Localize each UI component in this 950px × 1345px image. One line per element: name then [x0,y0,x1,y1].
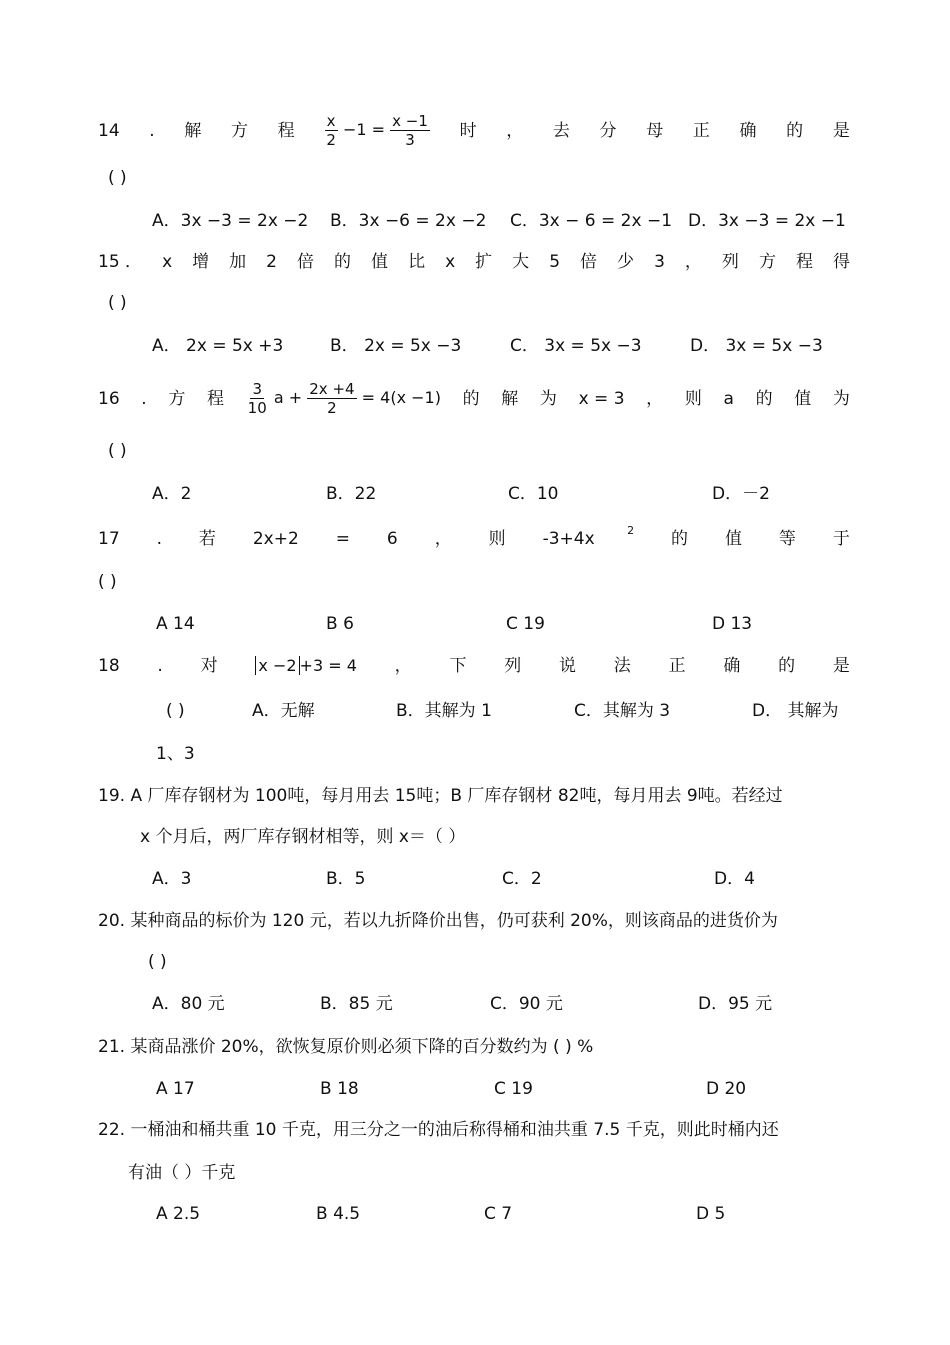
option-b: B 4.5 [316,1204,361,1224]
option-c: C．3x − 6 = 2x −1 [510,211,673,231]
stem-char: 分 [599,120,617,141]
option-c: C 19 [494,1079,533,1099]
stem-char: 去 [552,120,570,141]
option-b: B． 2x = 5x −3 [330,336,462,356]
option-d: D． 3x = 5x −3 [690,336,823,356]
option-c: C 19 [506,614,545,634]
stem-char: 正 [692,120,710,141]
option-d: D 5 [696,1204,726,1224]
option-b: B．5 [326,869,366,889]
stem-char: 的 [786,120,804,141]
question-15-stem: 15 ． x 增 加 2 倍 的 值 比 x 扩 大 5 倍 少 3 ， 列 方 程 得 [98,252,850,272]
option-c: C．90 元 [490,994,563,1014]
fraction: $\frac{x -1}{3}$ [392,112,428,149]
option-a: A．3 [152,869,192,889]
question-19-stem: 19. A 厂库存钢材为 100吨，每月用去 15吨；B 厂库存钢材 82吨，每月用去 9吨。若经过 [98,786,783,806]
stem-char: 母 [646,120,664,141]
option-c: C．其解为 3 [574,701,671,721]
question-dot: . [141,388,147,409]
fraction: $\frac{2x +4}{2}$ [309,380,355,417]
question-21-stem: 21. 某商品涨价 20%，欲恢复原价则必须下降的百分数约为 ( ) % [98,1037,594,1057]
option-c: C．10 [508,484,559,504]
stem-char: 时 [459,120,477,141]
option-a: A．80 元 [152,994,225,1014]
option-b: B．其解为 1 [396,701,492,721]
option-d: D．－2 [712,484,770,504]
answer-paren: ( ) [108,441,127,461]
stem-char: 程 [277,120,295,141]
expression: -3+4x $^2$ [542,524,635,549]
question-17-stem: 17 . 若 2x+2 = 6 ， 则 -3+4x $^2$ 的 值 等 于 [98,524,850,549]
stem-char: 是 [832,120,850,141]
option-c: C． 3x = 5x −3 [510,336,642,356]
answer-paren: ( ) [98,572,117,592]
option-d: D 13 [712,614,753,634]
question-20-stem: 20. 某种商品的标价为 120 元，若以九折降价出售，仍可获利 20%，则该商品的进货价为 [98,911,778,931]
fraction: $\frac{x}{2}$ [326,112,336,149]
option-b: B 18 [320,1079,359,1099]
equation: $\frac{3}{10}$ a + $\frac{2x +4}{2}$ = 4(x −1) [247,380,441,417]
option-c: C．2 [502,869,542,889]
question-dot: . [149,120,155,141]
option-a: A． 2x = 5x +3 [152,336,284,356]
question-number: 16 [98,388,120,409]
answer-paren: ( ) [108,293,127,313]
option-d: D． 其解为 [752,701,839,721]
option-d: D．3x −3 = 2x −1 [688,211,846,231]
question-22-stem: 22. 一桶油和桶共重 10 千克，用三分之一的油后称得桶和油共重 7.5 千克，则此时桶内还 [98,1120,779,1140]
option-a: A．无解 [252,701,315,721]
equation: $\frac{x}{2}$ −1 = $\frac{x -1}{3}$ [326,112,428,149]
question-18-stem: 18 . 对 x −2 +3 = 4 ， 下 列 说 法 正 确 的 是 [98,656,850,676]
option-c: C 7 [484,1204,513,1224]
option-a: A 14 [156,614,195,634]
stem-char: 方 [231,120,249,141]
option-a: A 2.5 [156,1204,201,1224]
option-d: D．4 [714,869,755,889]
option-b: B．85 元 [320,994,393,1014]
option-a: A．3x −3 = 2x −2 [152,211,309,231]
option-b: B．22 [326,484,377,504]
option-d: D 20 [706,1079,747,1099]
stem-char: 解 [184,120,202,141]
question-16-stem: 16 . 方 程 $\frac{3}{10}$ a + $\frac{2x +4}{2}$ = 4(x −1) 的 解 为 x = 3 ， 则 a 的 值 为 [98,380,850,417]
option-d: D．95 元 [698,994,773,1014]
question-19-stem-cont: x 个月后，两厂库存钢材相等，则 x＝（ ） [140,827,466,847]
answer-paren: ( ) [166,701,185,721]
option-d-continued: 1、3 [156,744,195,764]
question-22-stem-cont: 有油（ ）千克 [128,1163,236,1183]
option-a: A．2 [152,484,192,504]
fraction: $\frac{3}{10}$ [247,380,267,417]
answer-paren: ( ) [108,168,127,188]
option-b: B 6 [326,614,354,634]
answer-paren: ( ) [148,952,167,972]
stem-char: ， [506,120,524,141]
option-b: B．3x −6 = 2x −2 [330,211,487,231]
option-a: A 17 [156,1079,195,1099]
question-14-stem [98,112,850,149]
question-number: 14 [98,120,120,141]
equation: x −2 +3 = 4 [255,656,356,676]
stem-char: 确 [739,120,757,141]
